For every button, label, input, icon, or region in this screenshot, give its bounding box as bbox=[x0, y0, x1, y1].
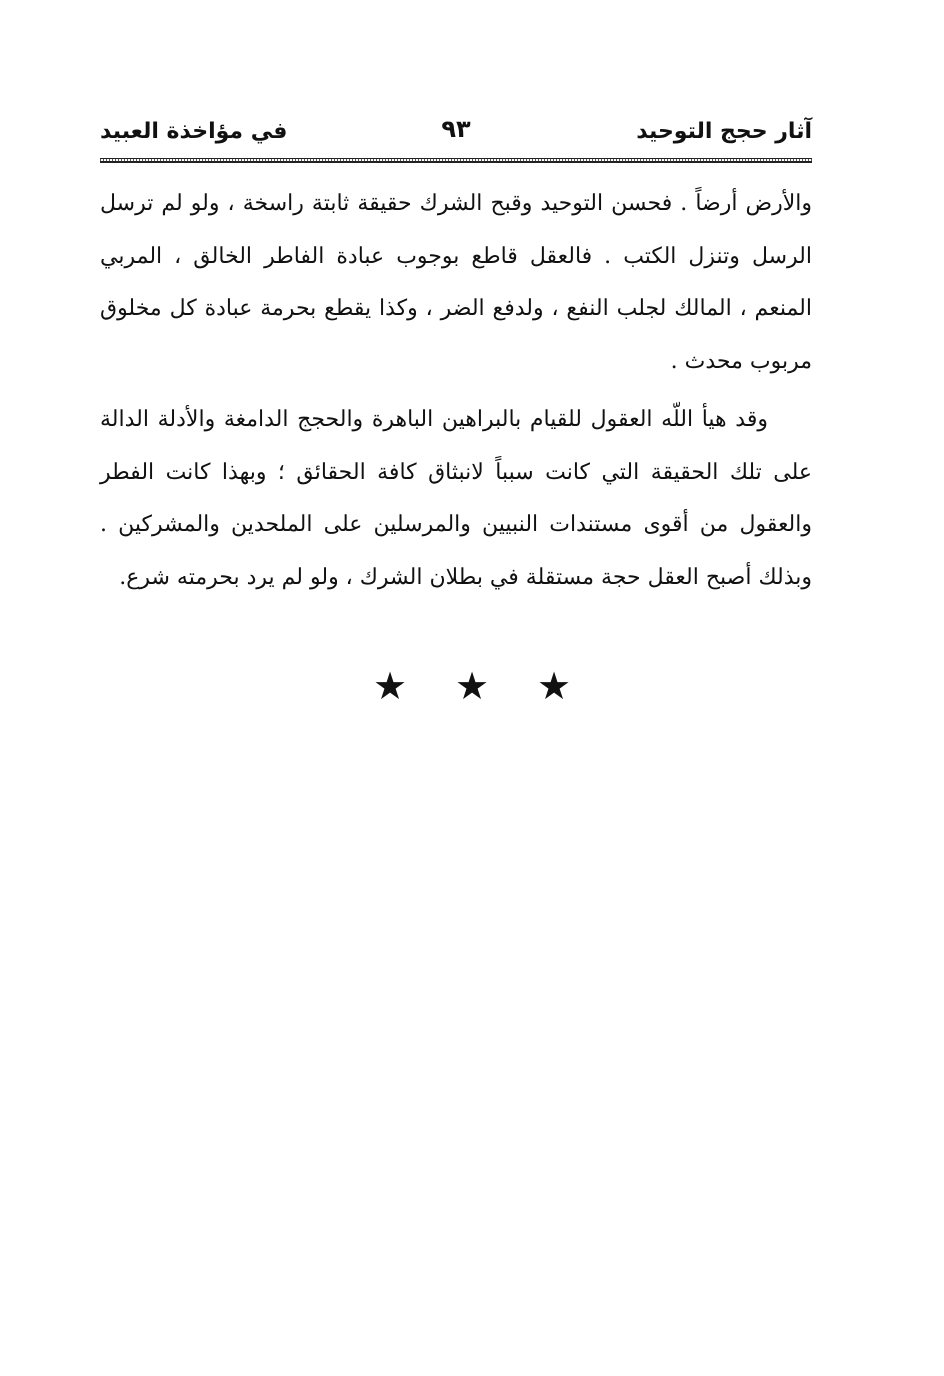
star-icon: ★ bbox=[454, 664, 490, 708]
paragraph-1: والأرض أرضاً . فحسن التوحيد وقبح الشرك حقيقة ثابتة راسخة ، ولو لم ترسل الرسل وتنزل الكتب . فالعقل قاطع بوجوب عبادة الفاطر الخالق ، المربي المنعم ، المالك لجلب النفع ، ولدفع الضر ، وكذا يقطع بحرمة عبادة كل مخلوق مربوب محدث . bbox=[100, 191, 812, 374]
page-header bbox=[100, 112, 812, 156]
body-text bbox=[100, 178, 812, 604]
star-icon: ★ bbox=[536, 664, 572, 708]
header-divider bbox=[100, 158, 812, 163]
star-icon: ★ bbox=[372, 664, 408, 708]
running-title-right: آثار حجج التوحيد bbox=[636, 119, 812, 144]
page-number: ٩٣ bbox=[441, 115, 471, 143]
paragraph-2: وقد هيأ اللّه العقول للقيام بالبراهين الباهرة والحجج الدامغة والأدلة الدالة على تلك الحقيقة التي كانت سبباً لانبثاق كافة الحقائق ؛ وبهذا كانت الفطر والعقول من أقوى مستندات النبيين والمرسلين على الملحدين والمشركين . وبذلك أصبح العقل حجة مستقلة في بطلان الشرك ، ولو لم يرد بحرمته شرع. bbox=[100, 407, 812, 590]
running-title-left: في مؤاخذة العبيد bbox=[100, 119, 288, 144]
section-end-ornament bbox=[0, 662, 944, 710]
